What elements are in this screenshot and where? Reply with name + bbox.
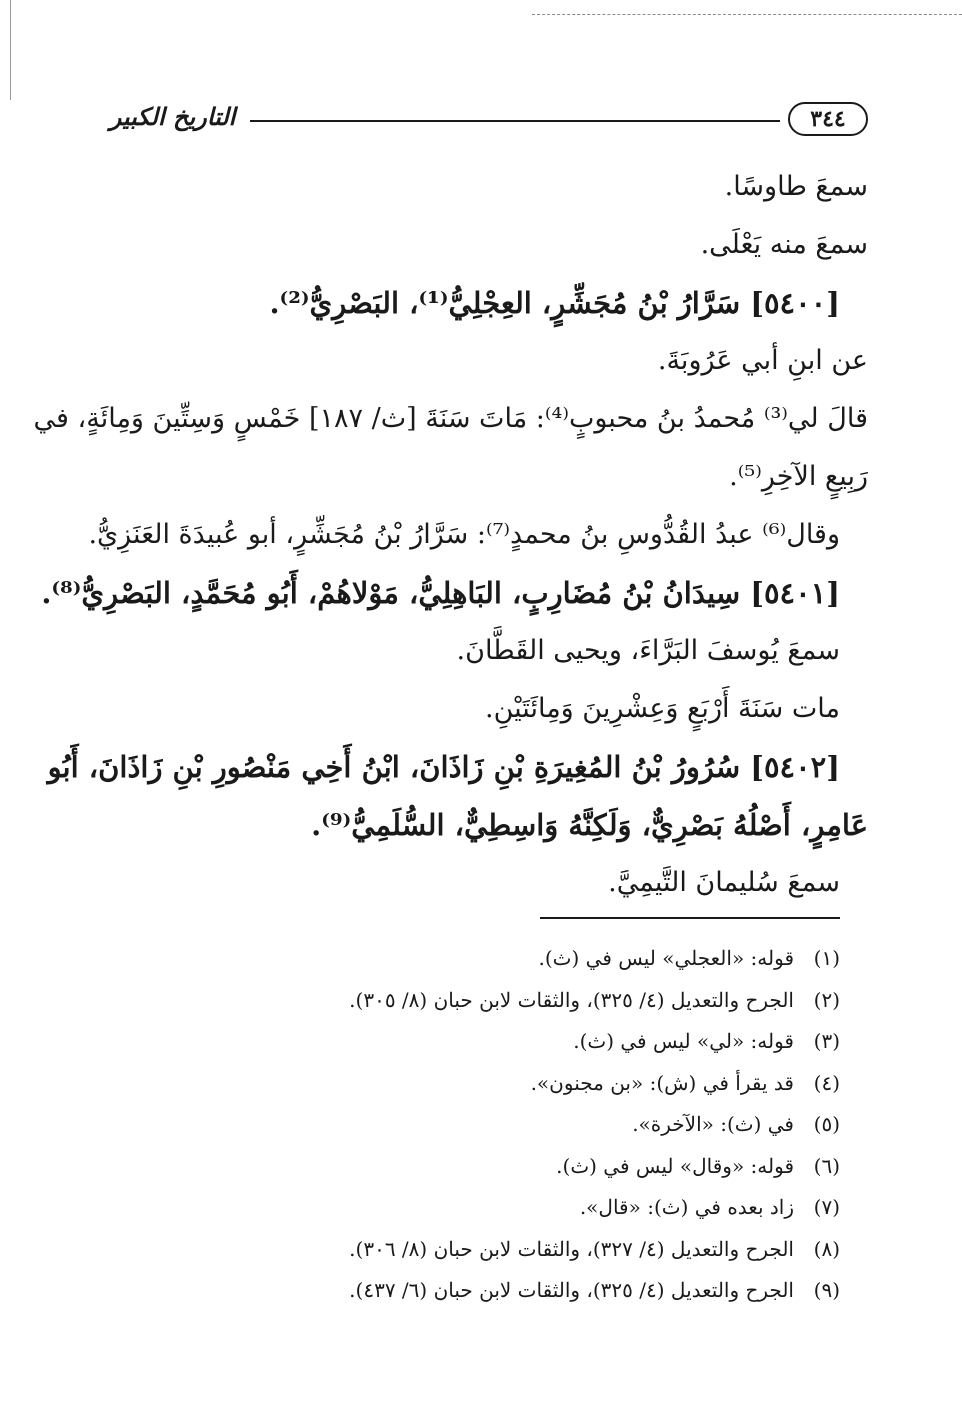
book-title: التاريخ الكبير [109,102,236,131]
text-line: سمعَ منه يَعْلَى. [700,229,868,260]
entry-heading: [٥٤٠٢] سُرُورُ بْنُ المُغِيرَةِ بْنِ زَاذَانَ، ابْنُ أَخِي مَنْصُورِ بْنِ زَاذَانَ، أَبُو [47,750,840,784]
footnote-number: (٣) [813,1029,840,1053]
footnote-item [140,1146,840,1188]
footnote-separator [540,917,840,919]
footnote-text: قد يقرأ في (ش): «بن مجنون». [530,1070,794,1095]
page-header [100,96,868,146]
footnote-item [140,1187,840,1229]
entry-heading: [٥٤٠١] سِيدَانُ بْنُ مُضَارِبٍ، البَاهِلِيُّ، مَوْلاهُمْ، أَبُو مُحَمَّدٍ، البَصْرِيُّ⁽⁸⁾. [41,576,840,610]
footnote-item [140,980,840,1022]
header-rule [250,120,780,122]
footnote-text: الجرح والتعديل (٤/ ٣٢٧)، والثقات لابن حبان (٨/ ٣٠٦). [349,1236,794,1261]
text-line: مات سَنَةَ أَرْبَعٍ وَعِشْرِينَ وَمِائَتَيْنِ. [485,693,840,724]
footnote-number: (٦) [813,1153,840,1178]
top-edge-dashes [532,14,962,15]
footnote-number: (٥) [813,1112,840,1136]
footnote-item [140,1021,840,1063]
text-line: قالَ لي⁽³⁾ مُحمدُ بنُ محبوبٍ⁽⁴⁾: مَاتَ سَنَةَ [ث/ ١٨٧] خَمْسٍ وَسِتِّينَ وَمِائَةٍ، في [33,403,868,434]
footnote-item [140,938,840,980]
footnote-text: في (ث): «الآخرة». [632,1112,794,1136]
footnote-number: (٨) [813,1236,840,1261]
footnotes [140,938,840,1312]
footnote-text: قوله: «وقال» ليس في (ث). [556,1153,794,1178]
page-number-badge [788,102,868,136]
entry-heading: [٥٤٠٠] سَرَّارُ بْنُ مُجَشِّرٍ، العِجْلِيُّ⁽¹⁾، البَصْرِيُّ⁽²⁾. [269,286,840,320]
text-line: وقال⁽⁶⁾ عبدُ القُدُّوسِ بنُ محمدٍ⁽⁷⁾: سَرَّارُ بْنُ مُجَشِّرٍ، أبو عُبيدَةَ العَنَزِيُّ. [88,519,840,550]
text-line: رَبِيعٍ الآخِرِ⁽⁵⁾. [729,461,868,492]
text-line: سمعَ سُليمانَ التَّيمِيَّ. [608,867,840,898]
footnote-number: (٧) [813,1195,840,1219]
footnote-item [140,1270,840,1312]
footnote-number: (٩) [813,1278,840,1302]
footnote-text: قوله: «لي» ليس في (ث). [573,1029,794,1053]
text-line: سمعَ يُوسفَ البَرَّاءَ، ويحيى القَطَّانَ. [456,635,840,666]
text-line: سمعَ طاوسًا. [724,171,868,202]
text-line: عن ابنِ أبي عَرُوبَةَ. [657,345,868,376]
page-number: ٣٤٤ [810,106,846,132]
footnote-text: الجرح والتعديل (٤/ ٣٢٥)، والثقات لابن حبان (٨/ ٣٠٥). [349,987,794,1012]
footnote-item [140,1229,840,1271]
footnote-number: (٢) [813,987,840,1012]
footnote-text: قوله: «العجلي» ليس في (ث). [538,946,794,970]
footnote-text: الجرح والتعديل (٤/ ٣٢٥)، والثقات لابن حبان (٦/ ٤٣٧). [349,1278,794,1302]
left-edge-rule [10,0,11,100]
footnote-text: زاد بعده في (ث): «قال». [579,1195,794,1219]
footnote-item [140,1063,840,1105]
footnote-number: (٤) [813,1070,840,1095]
footnote-number: (١) [813,946,840,970]
main-text [33,158,868,912]
footnote-item [140,1104,840,1146]
entry-heading-continued: عَامِرٍ، أَصْلُهُ بَصْرِيٌّ، وَلَكِنَّهُ وَاسِطِيٌّ، السُّلَمِيُّ⁽⁹⁾. [311,808,868,842]
